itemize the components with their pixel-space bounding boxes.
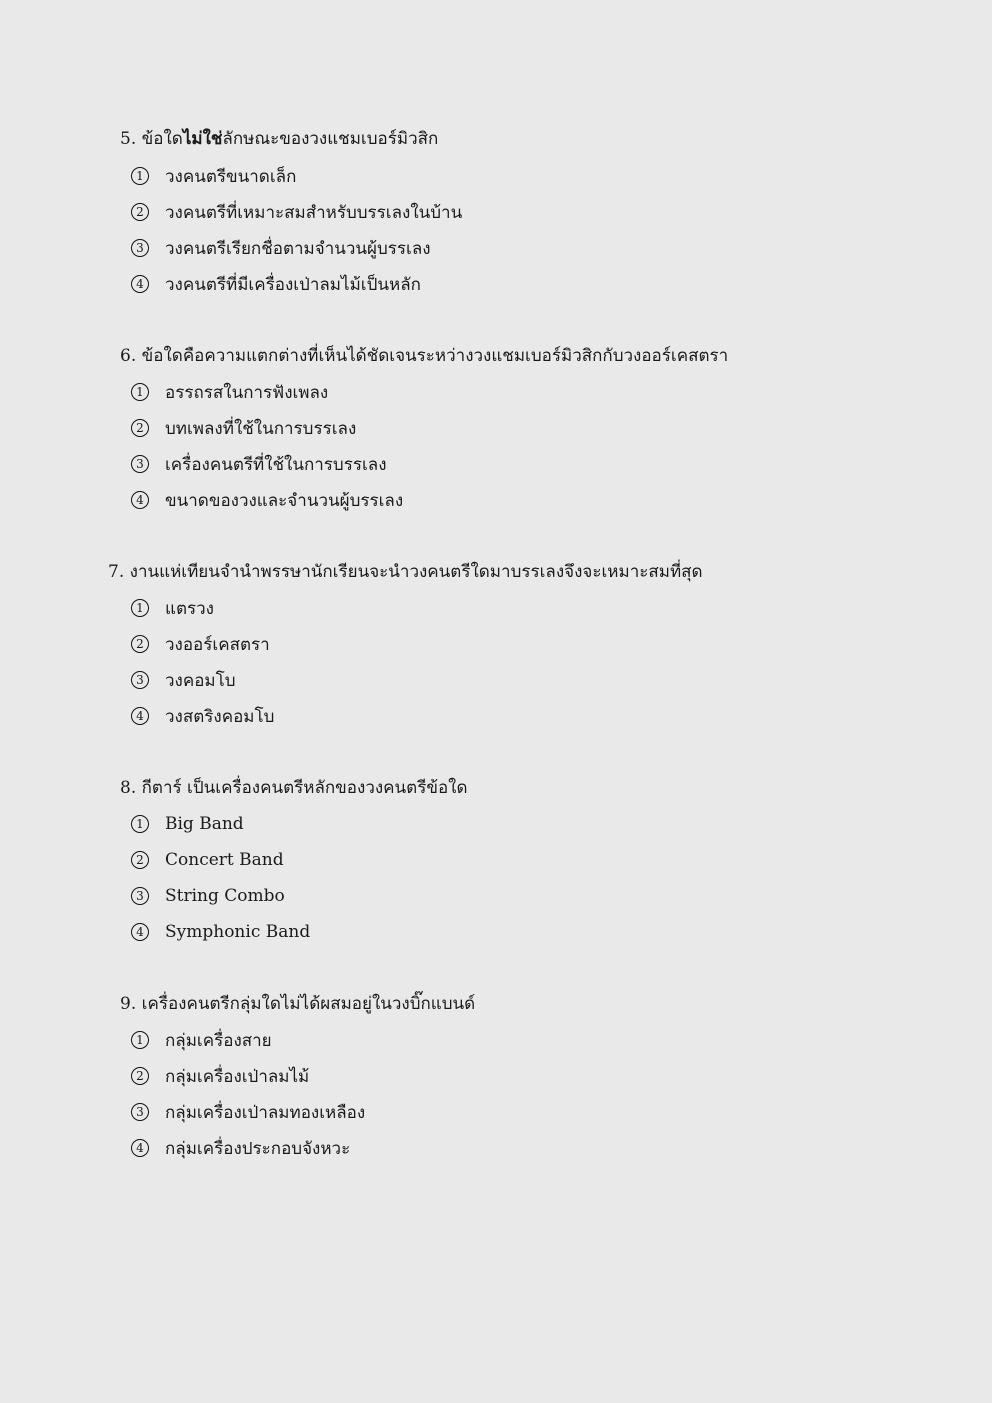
- option-label: String Combo: [165, 886, 285, 906]
- option-1[interactable]: [131, 1028, 272, 1052]
- option-1[interactable]: [131, 164, 296, 188]
- circled-number-icon: 1: [131, 1031, 149, 1049]
- question-number: 9.: [120, 994, 137, 1014]
- circled-number-icon: 2: [131, 851, 149, 869]
- option-label: กลุ่มเครื่องเป่าลมไม้: [165, 1066, 310, 1087]
- option-label: วงสตริงคอมโบ: [165, 706, 275, 727]
- option-label: วงคนตรีที่เหมาะสมสำหรับบรรเลงในบ้าน: [165, 202, 463, 223]
- option-label: เครื่องคนตรีที่ใช้ในการบรรเลง: [165, 454, 387, 475]
- question-text-pre: ข้อใด: [141, 129, 183, 149]
- circled-number-icon: 4: [131, 275, 149, 293]
- question-text: [120, 128, 438, 150]
- option-1[interactable]: [131, 596, 214, 620]
- question-text-post: ลักษณะของวงแชมเบอร์มิวสิก: [222, 129, 439, 149]
- circled-number-icon: 4: [131, 1139, 149, 1157]
- option-label: กลุ่มเครื่องเป่าลมทองเหลือง: [165, 1102, 366, 1123]
- option-4[interactable]: [131, 488, 403, 512]
- option-2[interactable]: [131, 632, 270, 656]
- option-1[interactable]: [131, 812, 244, 836]
- question-number: 7.: [108, 562, 125, 582]
- circled-number-icon: 2: [131, 1067, 149, 1085]
- option-label: Concert Band: [165, 850, 284, 870]
- circled-number-icon: 1: [131, 815, 149, 833]
- option-label: วงออร์เคสตรา: [165, 634, 270, 655]
- option-4[interactable]: [131, 1136, 350, 1160]
- circled-number-icon: 3: [131, 239, 149, 257]
- option-2[interactable]: [131, 1064, 309, 1088]
- question-text: [120, 777, 468, 799]
- circled-number-icon: 2: [131, 419, 149, 437]
- option-label: แตรวง: [165, 598, 214, 619]
- option-label: Big Band: [165, 814, 244, 834]
- question-text-pre: กีตาร์ เป็นเครื่องคนตรีหลักของวงคนตรีข้อใด: [141, 778, 468, 798]
- option-label: วงคนตรีเรียกชื่อตามจำนวนผู้บรรเลง: [165, 238, 431, 259]
- circled-number-icon: 4: [131, 491, 149, 509]
- circled-number-icon: 4: [131, 707, 149, 725]
- question-text-pre: งานแห่เทียนจำนำพรรษานักเรียนจะนำวงคนตรีใดมาบรรเลงจึงจะเหมาะสมที่สุด: [129, 562, 703, 582]
- option-label: อรรถรสในการฟังเพลง: [165, 382, 329, 403]
- option-label: Symphonic Band: [165, 922, 311, 942]
- question-text-pre: ข้อใดคือความแตกต่างที่เห็นได้ชัดเจนระหว่างวงแชมเบอร์มิวสิกกับวงออร์เคสตรา: [141, 346, 729, 366]
- option-3[interactable]: [131, 1100, 365, 1124]
- option-4[interactable]: [131, 704, 274, 728]
- circled-number-icon: 3: [131, 671, 149, 689]
- circled-number-icon: 3: [131, 455, 149, 473]
- question-text: [108, 561, 703, 583]
- circled-number-icon: 3: [131, 1103, 149, 1121]
- circled-number-icon: 2: [131, 635, 149, 653]
- option-2[interactable]: [131, 200, 462, 224]
- option-label: ขนาดของวงและจำนวนผู้บรรเลง: [165, 490, 404, 511]
- option-label: วงคนตรีที่มีเครื่องเป่าลมไม้เป็นหลัก: [165, 274, 421, 295]
- circled-number-icon: 3: [131, 887, 149, 905]
- question-number: 6.: [120, 346, 137, 366]
- question-number: 8.: [120, 778, 137, 798]
- option-3[interactable]: [131, 884, 285, 908]
- circled-number-icon: 1: [131, 383, 149, 401]
- option-label: วงคนตรีขนาดเล็ก: [165, 166, 297, 187]
- option-4[interactable]: [131, 920, 310, 944]
- question-text-bold: ไม่ใช่: [182, 129, 223, 149]
- option-3[interactable]: [131, 452, 387, 476]
- circled-number-icon: 4: [131, 923, 149, 941]
- option-3[interactable]: [131, 236, 431, 260]
- option-label: กลุ่มเครื่องสาย: [165, 1030, 272, 1051]
- question-text: [120, 345, 728, 367]
- option-label: บทเพลงที่ใช้ในการบรรเลง: [165, 418, 357, 439]
- option-2[interactable]: [131, 848, 284, 872]
- option-4[interactable]: [131, 272, 421, 296]
- question-text: [120, 993, 475, 1015]
- circled-number-icon: 2: [131, 203, 149, 221]
- option-label: กลุ่มเครื่องประกอบจังหวะ: [165, 1138, 351, 1159]
- option-1[interactable]: [131, 380, 328, 404]
- circled-number-icon: 1: [131, 599, 149, 617]
- circled-number-icon: 1: [131, 167, 149, 185]
- option-3[interactable]: [131, 668, 236, 692]
- option-label: วงคอมโบ: [165, 670, 236, 691]
- question-number: 5.: [120, 129, 137, 149]
- question-text-pre: เครื่องคนตรีกลุ่มใดไม่ได้ผสมอยู่ในวงบิ๊กแบนด์: [141, 994, 476, 1014]
- option-2[interactable]: [131, 416, 356, 440]
